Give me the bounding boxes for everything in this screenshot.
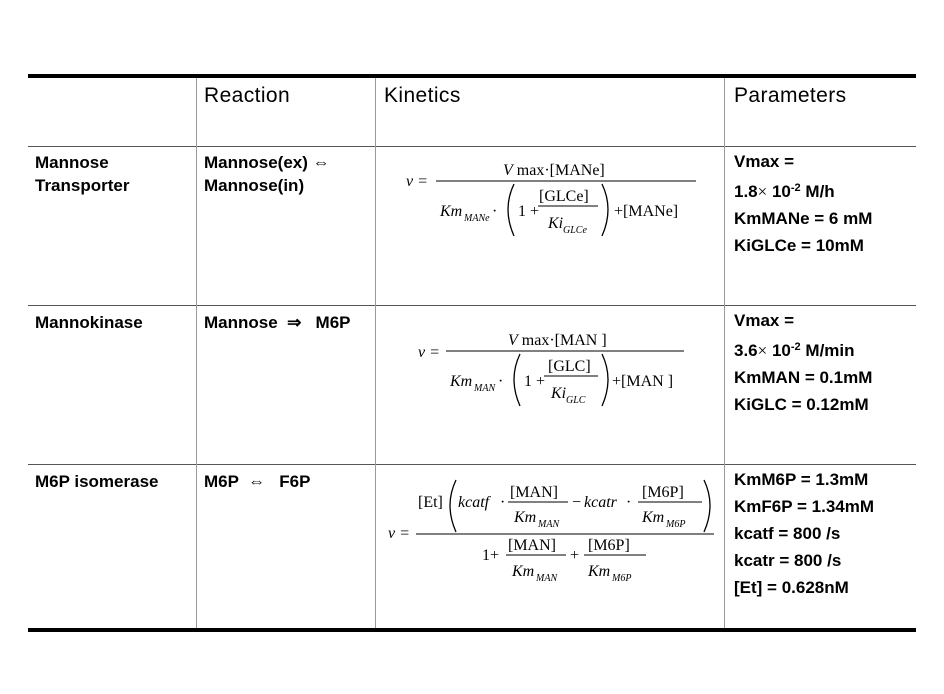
- eq-man: [MAN]: [510, 484, 558, 501]
- eq-one-plus: 1 +: [518, 203, 540, 220]
- column-separator: [724, 78, 725, 628]
- param-km: KmMANe = 6 mM: [734, 209, 873, 228]
- vmax-exponent: -2: [790, 341, 801, 353]
- left-paren: [450, 480, 456, 532]
- eq-inner-numerator: [GLCe]: [539, 188, 589, 205]
- table-bottom-rule: [28, 628, 916, 632]
- eq-numerator: V max·[MANe]: [503, 162, 605, 179]
- eq-ki: Ki: [548, 215, 564, 232]
- eq-dot: ·: [626, 494, 632, 511]
- param-km: KmMAN = 0.1mM: [734, 368, 873, 387]
- eq-km-sub: MAN: [474, 383, 496, 394]
- param-vmax-value: [734, 334, 872, 364]
- equation-svg: [400, 152, 710, 244]
- row-parameters: [734, 148, 872, 259]
- eq-km-sub: M6P: [612, 573, 632, 584]
- eq-inner-numerator: [GLC]: [548, 358, 591, 375]
- eq-km: Km: [512, 563, 535, 580]
- eq-dot: ·: [492, 203, 498, 220]
- eq-v: v =: [418, 344, 440, 361]
- vmax-mantissa: 1.8: [734, 182, 758, 201]
- eq-km-sub: MAN: [536, 573, 558, 584]
- left-paren: [508, 184, 514, 236]
- equation-svg: [384, 474, 718, 590]
- eq-tail: +[MAN ]: [612, 373, 674, 390]
- param-et: [Et] = 0.628nM: [734, 578, 849, 597]
- vmax-mantissa: 3.6: [734, 341, 758, 360]
- vmax-unit: M/min: [805, 341, 855, 360]
- eq-dot: ·: [500, 494, 506, 511]
- row-name-line: Mannokinase: [35, 313, 143, 332]
- eq-man: [MAN]: [508, 537, 556, 554]
- vmax-base: 10: [771, 182, 791, 201]
- eq-km: Km: [642, 509, 665, 526]
- left-paren: [514, 354, 520, 406]
- eq-km: Km: [440, 203, 463, 220]
- row-name: [35, 470, 158, 493]
- column-separator: [196, 78, 197, 628]
- row-name-line: Mannose: [35, 153, 109, 172]
- eq-et: [Et]: [418, 494, 443, 511]
- eq-ki: Ki: [551, 385, 567, 402]
- right-paren: [602, 354, 608, 406]
- eq-kcatr: kcatr: [584, 494, 617, 511]
- row-parameters: [734, 466, 874, 601]
- param-ki: KiGLC = 0.12mM: [734, 395, 869, 414]
- eq-ki-sub: GLCe: [563, 225, 587, 236]
- row-divider-2: [28, 464, 916, 465]
- reaction-line: M6P ⇔ F6P: [204, 472, 311, 491]
- reaction-line: Mannose(ex) ⇔: [204, 153, 330, 172]
- eq-km: Km: [450, 373, 473, 390]
- eq-minus: −: [572, 494, 582, 511]
- param-kcatf: kcatf = 800 /s: [734, 524, 841, 543]
- eq-km: Km: [514, 509, 537, 526]
- row-name: [35, 151, 129, 197]
- eq-v: v =: [388, 525, 410, 542]
- param-km-m6p: KmM6P = 1.3mM: [734, 470, 869, 489]
- param-km-f6p: KmF6P = 1.34mM: [734, 497, 875, 516]
- row-parameters: [734, 307, 872, 418]
- row-reaction: [204, 151, 330, 197]
- reaction-line: Mannose ⇒ M6P: [204, 313, 351, 332]
- eq-kcatf: kcatf: [458, 494, 490, 511]
- header-parameters: Parameters: [734, 84, 847, 107]
- reaction-line: Mannose(in): [204, 176, 305, 195]
- right-paren: [602, 184, 608, 236]
- equation-svg: [412, 324, 702, 414]
- eq-plus: +: [570, 547, 580, 564]
- eq-tail: +[MANe]: [614, 203, 679, 220]
- param-ki: KiGLCe = 10mM: [734, 236, 864, 255]
- eq-dot: ·: [498, 373, 504, 390]
- row-name-line: Transporter: [35, 176, 130, 195]
- param-vmax-value: [734, 175, 872, 205]
- param-vmax-label: Vmax =: [734, 311, 795, 330]
- eq-km-sub: MANe: [464, 213, 490, 224]
- row-reaction: [204, 470, 310, 493]
- eq-v: v =: [406, 173, 428, 190]
- table-top-rule: [28, 74, 916, 78]
- row-divider-1: [28, 305, 916, 306]
- column-separator: [375, 78, 376, 628]
- eq-m6p: [M6P]: [642, 484, 684, 501]
- header-divider: [28, 146, 916, 147]
- kinetics-equation: [400, 152, 710, 249]
- eq-m6p: [M6P]: [588, 537, 630, 554]
- vmax-unit: M/h: [805, 182, 835, 201]
- eq-one-plus: 1 +: [524, 373, 546, 390]
- eq-numerator: V max·[MAN ]: [508, 332, 607, 349]
- kinetics-equation: [412, 324, 702, 419]
- param-vmax-label: Vmax =: [734, 152, 795, 171]
- eq-km: Km: [588, 563, 611, 580]
- vmax-exponent: -2: [790, 182, 801, 194]
- header-kinetics: Kinetics: [384, 84, 461, 107]
- eq-ki-sub: GLC: [566, 395, 586, 406]
- eq-km-sub: M6P: [666, 519, 686, 530]
- eq-one-plus: 1+: [482, 547, 500, 564]
- right-paren: [704, 480, 710, 532]
- param-kcatr: kcatr = 800 /s: [734, 551, 842, 570]
- row-name: [35, 311, 143, 334]
- eq-km-sub: MAN: [538, 519, 560, 530]
- times-symbol: ×: [757, 341, 768, 360]
- header-reaction: Reaction: [204, 84, 291, 107]
- kinetics-equation: [384, 474, 718, 595]
- times-symbol: ×: [757, 182, 768, 201]
- row-reaction: [204, 311, 351, 334]
- vmax-base: 10: [771, 341, 791, 360]
- row-name-line: M6P isomerase: [35, 472, 159, 491]
